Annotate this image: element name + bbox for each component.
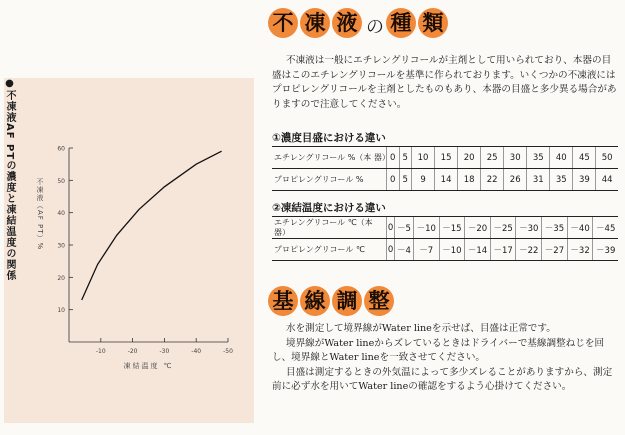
x-tick-label: -50 [223,348,233,355]
table-cell: －35 [542,217,568,239]
x-tick-label: -40 [191,348,202,355]
table-cell: 22 [481,169,504,191]
table-cell: 5 [399,147,412,169]
y-tick-label: 30 [57,242,65,250]
row-label: エチレングリコール ℃（本 器） [272,217,387,239]
table-cell: 30 [504,147,527,169]
table-cell: 26 [504,169,527,191]
table1-title: ①濃度目盛における違い [272,132,386,144]
table-cell: －15 [439,217,465,239]
title-char: 凍 [300,8,330,38]
table-cell: －17 [490,239,516,261]
table-cell: 44 [596,169,618,191]
section2-title [268,286,396,316]
x-tick-label: -20 [127,348,138,355]
section2-paragraphs [272,322,618,395]
table-cell: －45 [593,217,618,239]
table-cell: －5 [395,217,414,239]
table-cell: －39 [593,239,618,261]
table-cell: 0 [387,239,395,261]
table-cell: －40 [567,217,593,239]
freezing-temp-table [272,216,618,261]
title-char: の [366,16,384,38]
table-cell: 50 [596,147,618,169]
table-cell: －25 [490,217,516,239]
x-axis-label: 凍結温度 ℃ [123,362,174,370]
y-tick-label: 20 [57,274,65,282]
table-cell: 10 [412,147,435,169]
table-cell: －30 [516,217,542,239]
row-label: プロピレングリコール % [272,169,387,191]
table-cell: 45 [573,147,596,169]
table-cell: 25 [481,147,504,169]
section2-p1: 水を測定して境界線がWater lineを示せば、目盛は正常です。 [286,323,556,334]
section2-p2: 境界線がWater lineからズレているときはドライバーで基線調整ねじを回し、境界線とWater lineを一致させてください。 [272,337,605,363]
table-row [272,169,618,191]
row-label: プロピレングリコール ℃ [272,239,387,261]
table-cell: －32 [567,239,593,261]
row-label: エチレングリコール %（本 器） [272,147,387,169]
table-cell: 31 [527,169,550,191]
title-char: 液 [332,8,362,38]
title-char: 類 [418,8,448,38]
table-cell: －22 [516,239,542,261]
table-cell: 39 [573,169,596,191]
table-cell: 14 [435,169,458,191]
table-cell: －7 [413,239,439,261]
table-cell: －10 [413,217,439,239]
y-tick-label: 40 [57,210,65,218]
table-cell: 15 [435,147,458,169]
title-char: 基 [268,286,298,316]
table-cell: 9 [412,169,435,191]
table-row [272,217,618,239]
table-row [272,239,618,261]
table-cell: －4 [395,239,414,261]
section2-p3: 目盛は測定するときの外気温によって多少ズレることがありますから、測定前に必ず水を用いてWater lineの確認をするよう心掛けてください。 [272,366,613,392]
table-row [272,147,618,169]
title-char: 種 [386,8,416,38]
table-cell: 0 [387,147,400,169]
title-char: 調 [332,286,362,316]
table-cell: 18 [458,169,481,191]
table2-title: ②凍結温度における違い [272,202,386,214]
section1-paragraph: 不凍液は一般にエチレングリコールが主剤として用いられており、本器の目盛はこのエチレングリコールを基準に作られております。いくつかの不凍液にはプロピレングリコールを主剤としたものもあり、本器の目盛と多少異る場合がありますので注意してください。 [272,55,617,110]
table-cell: 20 [458,147,481,169]
table-cell: 0 [387,217,395,239]
table-cell: －14 [465,239,491,261]
series-line [82,151,222,300]
table-cell: 5 [399,169,412,191]
chart-vertical-title: ●不凍液AF PTの濃度と凍結温度の関係 [4,78,15,282]
table-cell: －10 [439,239,465,261]
table-cell: 0 [387,169,400,191]
x-tick-label: -10 [95,348,106,355]
y-tick-label: 10 [57,307,65,315]
title-char: 不 [268,8,298,38]
section1-title [268,8,450,39]
table-cell: 35 [550,169,573,191]
table-cell: －20 [465,217,491,239]
y-axis-label: 不凍液（AF PT）% [36,178,44,251]
table-cell: －27 [542,239,568,261]
title-char: 線 [300,286,330,316]
table-cell: 40 [550,147,573,169]
y-tick-label: 60 [57,145,65,153]
table-cell: 35 [527,147,550,169]
concentration-table [272,146,618,191]
y-tick-label: 50 [57,177,65,185]
x-tick-label: -30 [159,348,170,355]
title-char: 整 [364,286,394,316]
